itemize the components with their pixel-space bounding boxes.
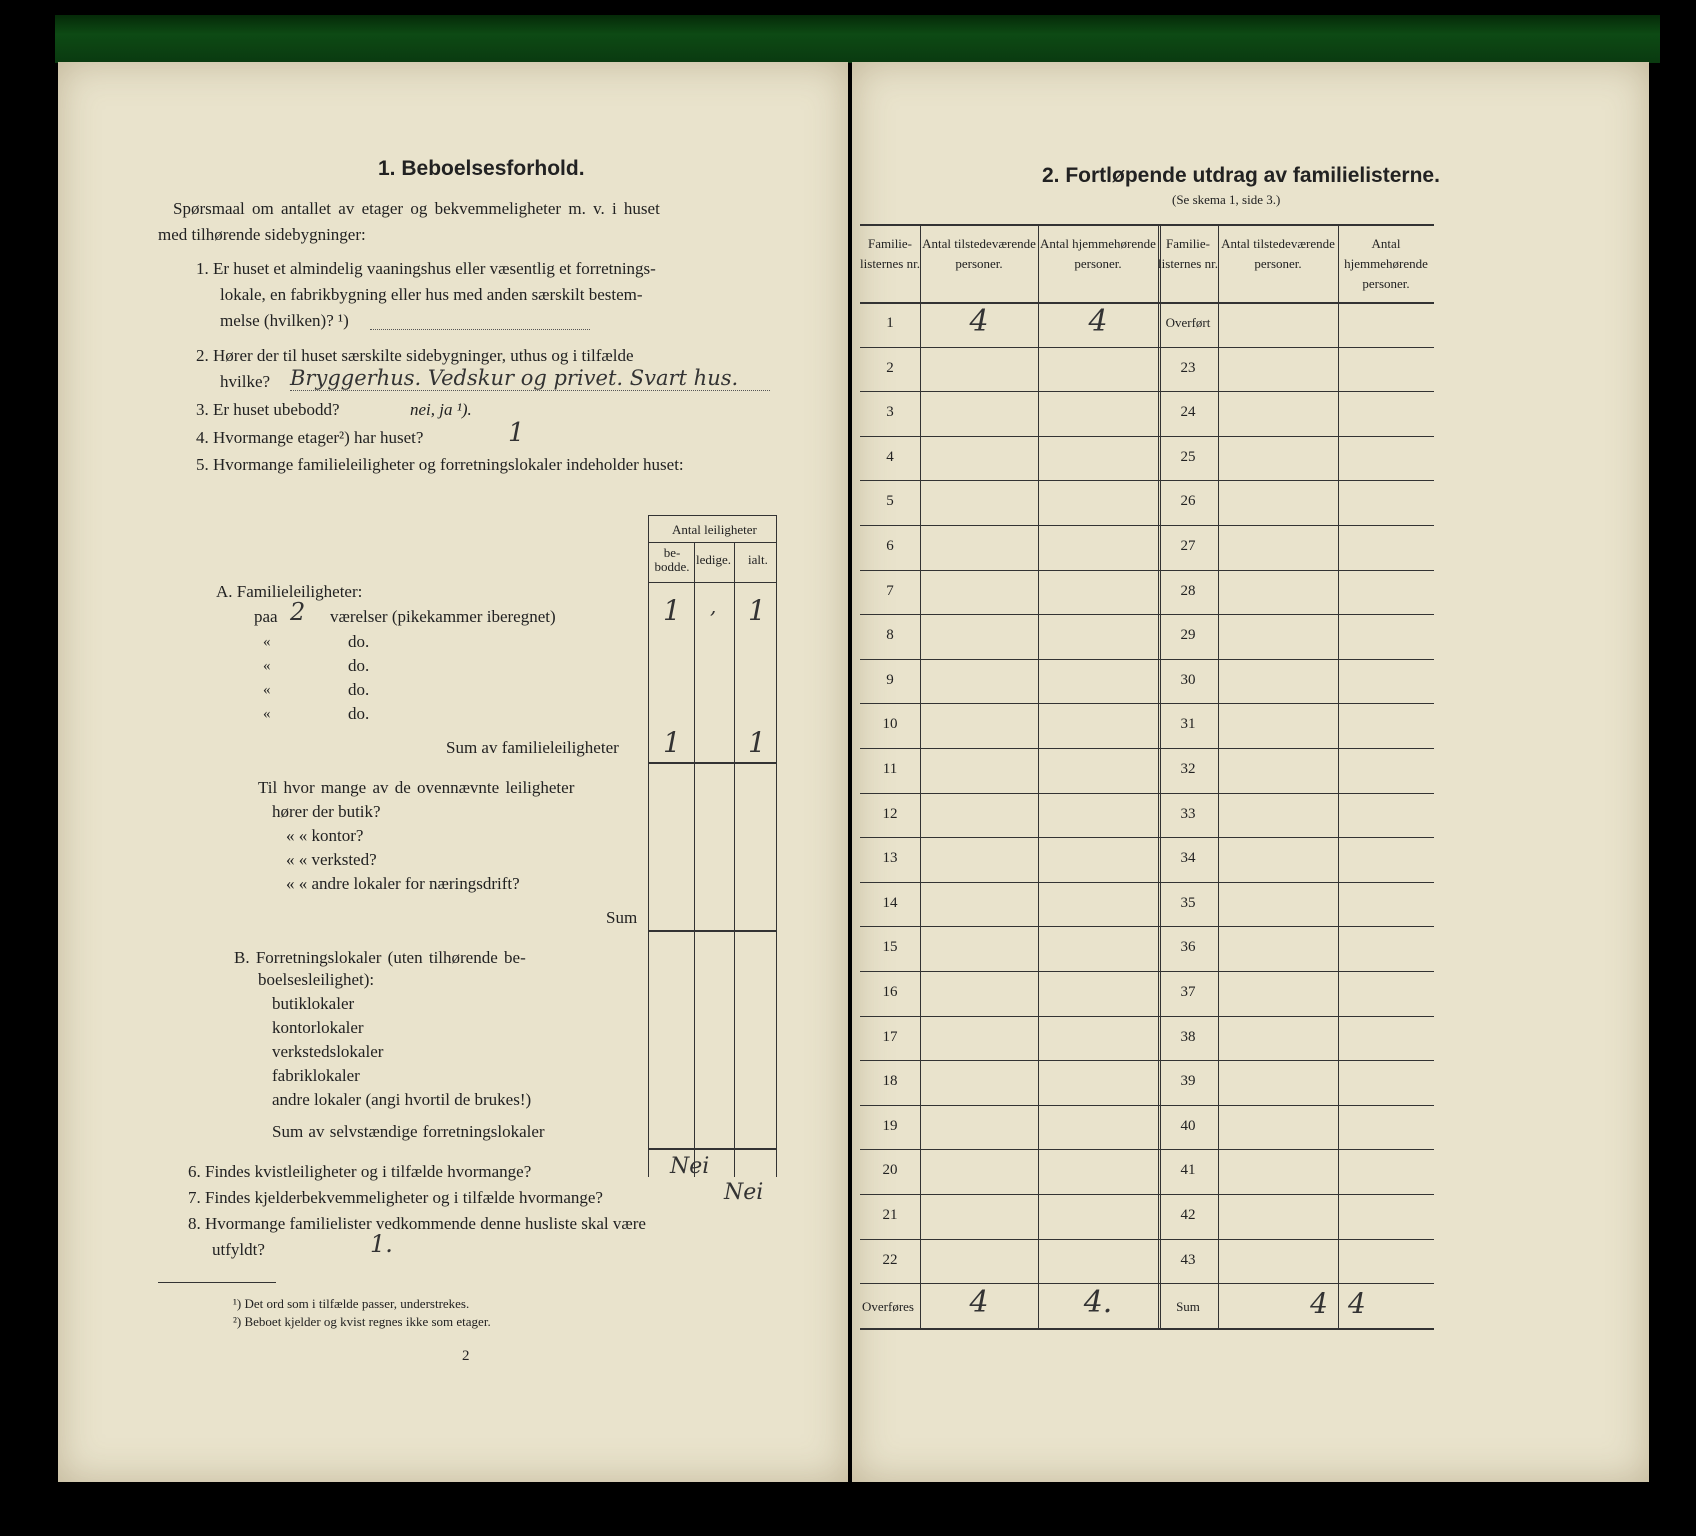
table-vline — [1338, 224, 1339, 1328]
scanner-edge-strip — [55, 15, 1660, 63]
do-label: do. — [348, 680, 370, 699]
row-number: 8 — [886, 627, 894, 644]
page-number: 2 — [462, 1348, 470, 1364]
table-top-rule — [860, 224, 1434, 226]
table-top-rule — [648, 515, 776, 516]
column-header: Familie-listernes nr. — [860, 236, 920, 271]
overfores-label: Overføres — [862, 1299, 914, 1315]
row-number: 23 — [1180, 359, 1196, 376]
row-number: 37 — [1180, 984, 1196, 1000]
table-row-rule — [860, 793, 1434, 794]
q2-line-1: 2. Hører der til huset særskilte sidebygninger, uthus og i tilfælde — [196, 346, 634, 365]
row-number: 10 — [882, 716, 898, 733]
row-number: 31 — [1180, 716, 1196, 733]
row-number: 35 — [1180, 894, 1196, 911]
table-row-rule — [860, 748, 1434, 749]
a-sum-rule — [648, 762, 776, 764]
table-row-rule — [860, 1105, 1434, 1106]
b-butik: butiklokaler — [272, 994, 355, 1013]
row-number: 40 — [1180, 1117, 1196, 1134]
sub-verksted: « « verksted? — [286, 850, 377, 869]
table-row-rule — [860, 926, 1434, 927]
b-kontor: kontorlokaler — [272, 1018, 364, 1037]
b-line-2: boelsesleilighet): — [258, 970, 375, 989]
sub-butik: hører der butik? — [272, 802, 381, 821]
q1-line-2: lokale, en fabrikbygning eller hus med anden særskilt bestem- — [220, 285, 643, 304]
table-row-rule — [860, 882, 1434, 883]
sum-hjemme: 4 — [1348, 1287, 1366, 1321]
table-row-rule — [860, 659, 1434, 660]
row-number: 42 — [1180, 1207, 1196, 1223]
footnote-2: ²) Beboet kjelder og kvist regnes ikke som etager. — [233, 1314, 491, 1329]
table-row-rule — [860, 570, 1434, 571]
row-number: 43 — [1180, 1251, 1196, 1268]
a-row1-bebodde: 1 — [663, 594, 681, 627]
table-row-rule — [860, 971, 1434, 972]
sub-kontor: « « kontor? — [286, 826, 364, 845]
q4-text: 4. Hvormange etager²) har huset? — [196, 428, 424, 447]
row-number: 32 — [1180, 761, 1196, 777]
b-sum-rule — [648, 1148, 776, 1150]
a-sum-label: Sum av familieleiligheter — [446, 738, 619, 757]
do-label: do. — [348, 656, 370, 675]
row-number: 12 — [882, 805, 898, 822]
table-row-rule — [860, 1283, 1434, 1284]
row-number: 11 — [882, 761, 898, 777]
sub-sum: Sum — [606, 908, 638, 927]
intro-line-1: Spørsmaal om antallet av etager og bekvemmeligheter m. v. i huset — [173, 199, 660, 218]
sub-line-1: Til hvor mange av de ovennævnte leiligheter — [258, 778, 575, 797]
table-vline — [1038, 224, 1039, 1328]
row-number: 4 — [886, 448, 894, 465]
row-number: 19 — [882, 1117, 898, 1134]
q3-text: 3. Er huset ubebodd? — [196, 400, 340, 419]
ditto-mark: « — [263, 682, 271, 698]
overfores-hjemme: 4. — [1083, 1285, 1113, 1321]
section-2-title: 2. Fortløpende utdrag av familielisterne. — [1042, 164, 1440, 187]
a-row1-ledige: , — [710, 594, 717, 618]
row-number: 38 — [1180, 1028, 1196, 1045]
q8-line-1: 8. Hvormange familielister vedkommende denne husliste skal være — [188, 1214, 646, 1233]
row-number: 41 — [1180, 1162, 1196, 1179]
left-page — [58, 62, 848, 1482]
row-number: 25 — [1180, 448, 1196, 465]
a-paa: paa — [254, 607, 278, 626]
ditto-mark: « — [263, 706, 271, 722]
q5-text: 5. Hvormange familieleiligheter og forretningslokaler indeholder huset: — [196, 455, 684, 474]
table-row-rule — [860, 347, 1434, 348]
row-number: 30 — [1180, 671, 1196, 688]
table-vline-3 — [734, 542, 735, 1177]
table-row-rule — [860, 391, 1434, 392]
q6-text: 6. Findes kvistleiligheter og i tilfælde hvormange? — [188, 1162, 532, 1181]
right-page — [852, 62, 1649, 1482]
b-fabrik: fabriklokaler — [272, 1066, 360, 1085]
row1-hjemme: 4 — [1088, 304, 1108, 339]
q8-answer: 1. — [370, 1230, 393, 1258]
row-number: 2 — [886, 359, 894, 376]
q8-line-2: utfyldt? — [212, 1240, 265, 1259]
table-row-rule — [860, 1239, 1434, 1240]
table-row-rule — [860, 703, 1434, 704]
sum-label: Sum — [1176, 1299, 1200, 1315]
q6-answer: Nei — [670, 1154, 710, 1179]
footnote-1: ¹) Det ord som i tilfælde passer, understrekes. — [233, 1296, 470, 1311]
row-number: 39 — [1180, 1073, 1196, 1090]
table-vline-4 — [776, 515, 777, 1177]
intro-line-2: med tilhørende sidebygninger: — [158, 225, 366, 244]
a-sum-bebodde: 1 — [663, 726, 681, 759]
section-2-subtitle: (Se skema 1, side 3.) — [1172, 192, 1281, 207]
do-label: do. — [348, 632, 370, 651]
table-row-rule — [860, 1194, 1434, 1195]
row-number: 18 — [882, 1073, 898, 1090]
a-row1-ialt: 1 — [748, 594, 766, 627]
b-line-1: B. Forretningslokaler (uten tilhørende be- — [234, 948, 526, 967]
b-sum: Sum av selvstændige forretningslokaler — [272, 1122, 545, 1141]
row-number: Overført — [1165, 315, 1211, 330]
row-number: 5 — [886, 493, 894, 510]
a-title: A. Familieleiligheter: — [216, 582, 363, 601]
table-row-rule — [860, 525, 1434, 526]
row-number: 26 — [1180, 493, 1196, 510]
row-number: 27 — [1180, 538, 1196, 554]
row-number: 34 — [1180, 850, 1196, 867]
row-number: 15 — [882, 939, 898, 956]
row-number: 1 — [886, 315, 894, 331]
row-number: 21 — [882, 1207, 898, 1223]
q2-line-2: hvilke? — [220, 372, 271, 391]
row1-tilstede: 4 — [969, 304, 989, 339]
row-number: 9 — [886, 671, 894, 688]
table-row-rule — [860, 480, 1434, 481]
overfores-tilstede: 4 — [969, 1285, 989, 1321]
q1-line-1: 1. Er huset et almindelig vaaningshus eller væsentlig et forretnings- — [196, 259, 656, 278]
a-rooms: 2 — [290, 598, 306, 626]
table-vline-1 — [648, 515, 649, 1177]
column-header: Antal tilstedeværende personer. — [922, 236, 1036, 271]
table-header-rule — [648, 542, 776, 543]
q7-answer: Nei — [724, 1180, 764, 1205]
table-vline-2 — [694, 542, 695, 1177]
row-number: 33 — [1180, 805, 1196, 822]
column-header: Antal tilstedeværende personer. — [1221, 236, 1335, 271]
table-header-antal: Antal leiligheter — [672, 522, 757, 537]
column-header: Antal hjemmehørende personer. — [1040, 236, 1156, 271]
b-andre: andre lokaler (angi hvortil de brukes!) — [272, 1090, 532, 1109]
row-number: 13 — [882, 850, 898, 867]
sub-sum-rule — [648, 930, 776, 932]
row-number: 16 — [882, 984, 898, 1000]
table-row-rule — [860, 1149, 1434, 1150]
sum-tilstede: 4 — [1310, 1287, 1328, 1321]
row-number: 3 — [886, 404, 894, 421]
table-col-rule — [648, 582, 776, 583]
q2-answer: Bryggerhus. Vedskur og privet. Svart hus. — [290, 366, 770, 391]
col-ialt: ialt. — [748, 552, 768, 567]
table-row-rule — [860, 1060, 1434, 1061]
q3-options: nei, ja ¹). — [410, 400, 472, 419]
table-row-rule — [860, 1016, 1434, 1017]
ditto-mark: « — [263, 634, 271, 650]
row-number: 36 — [1180, 939, 1196, 956]
column-header: Familie-listernes nr. — [1158, 236, 1218, 271]
q7-text: 7. Findes kjelderbekvemmeligheter og i tilfælde hvormange? — [188, 1188, 603, 1207]
col-ledige: ledige. — [696, 552, 732, 567]
a-sum-ialt: 1 — [748, 726, 766, 759]
ditto-mark: « — [263, 658, 271, 674]
section-1-title: 1. Beboelsesforhold. — [378, 157, 585, 180]
row-number: 6 — [886, 538, 894, 554]
row-number: 14 — [882, 894, 898, 911]
table-row-rule — [860, 436, 1434, 437]
col-bebodde: be-bodde. — [654, 545, 690, 574]
q1-line-3: melse (hvilken)? ¹) — [220, 311, 349, 330]
table-row-rule — [860, 614, 1434, 615]
a-rooms-label: værelser (pikekammer iberegnet) — [330, 607, 556, 626]
do-label: do. — [348, 704, 370, 723]
b-verksted: verkstedslokaler — [272, 1042, 384, 1061]
table-row-rule — [860, 837, 1434, 838]
row-number: 7 — [886, 582, 894, 599]
table-vline — [920, 224, 921, 1328]
table-vline — [1218, 224, 1219, 1328]
row-number: 28 — [1180, 582, 1196, 599]
q1-answer-line — [370, 329, 590, 330]
q4-answer: 1 — [508, 418, 525, 448]
column-header: Antal hjemmehørende personer. — [1344, 236, 1428, 291]
row-number: 20 — [882, 1162, 898, 1179]
row-number: 22 — [882, 1251, 898, 1268]
table-bottom-rule — [860, 1328, 1434, 1330]
row-number: 29 — [1180, 627, 1196, 644]
row-number: 24 — [1180, 404, 1196, 421]
row-number: 17 — [882, 1028, 898, 1045]
sub-andre: « « andre lokaler for næringsdrift? — [286, 874, 520, 893]
footnote-rule — [158, 1282, 276, 1283]
